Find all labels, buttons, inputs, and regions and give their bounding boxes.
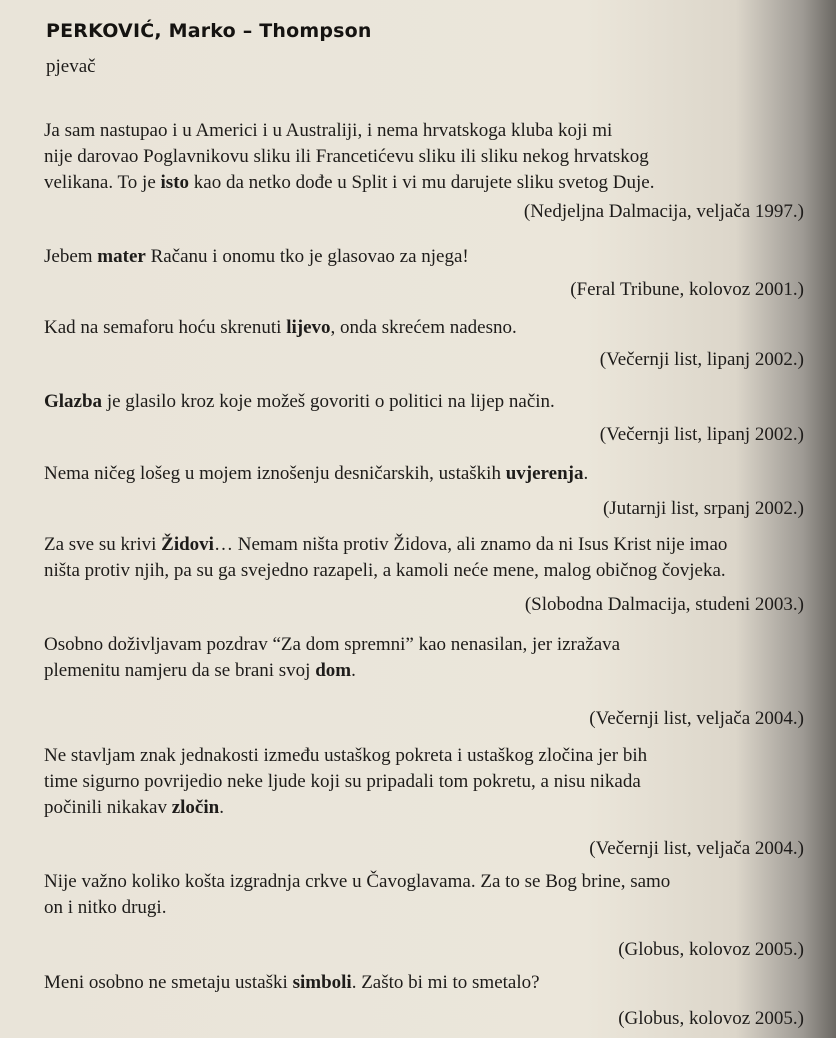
quote-text (44, 869, 794, 921)
quote-source: (Večernji list, veljača 2004.) (589, 708, 804, 729)
quote-emphasis: lijevo (286, 317, 331, 338)
quote-emphasis: zločin (171, 797, 220, 818)
quote-emphasis: isto (160, 172, 190, 193)
quote-text (44, 743, 794, 821)
quote-part: . (351, 660, 356, 681)
quote-source: (Feral Tribune, kolovoz 2001.) (570, 279, 804, 300)
quote-part: … Nemam ništa protiv Židova, ali znamo da ni Isus Krist nije imao ništa protiv njih, pa su ga svejedno razapeli, a kamoli neće mene, malog običnog čovjeka. (44, 534, 728, 581)
quote-part: Jebem (44, 246, 98, 267)
quote-source: (Večernji list, veljača 2004.) (589, 838, 804, 859)
quote-text (44, 532, 794, 584)
quote-part: Kad na semaforu hoću skrenuti (44, 317, 287, 338)
quote-source: (Globus, kolovoz 2005.) (618, 939, 804, 960)
quote-text (44, 118, 794, 196)
quote-part: Nema ničeg lošeg u mojem iznošenju desničarskih, ustaških (44, 463, 506, 484)
quote-part: Ne stavljam znak jednakosti između ustaškog pokreta i ustaškog zločina jer bih time sigurno povrijedio neke ljude koji su pripadali tom pokretu, a nisu nikada počinili nikakav (44, 745, 648, 818)
quote-emphasis: uvjerenja (505, 463, 584, 484)
entry-given-name: , Marko – Thompson (154, 20, 372, 42)
entry-occupation: pjevač (46, 56, 96, 77)
quote-part: Nije važno koliko košta izgradnja crkve u Čavoglavama. Za to se Bog brine, samo on i nitko drugi. (44, 871, 671, 918)
quote-source: (Slobodna Dalmacija, studeni 2003.) (524, 594, 804, 615)
quote-emphasis: dom (315, 660, 352, 681)
quote-emphasis: mater (97, 246, 146, 267)
quote-text (44, 315, 794, 341)
quote-source: (Globus, kolovoz 2005.) (618, 1008, 804, 1029)
quote-part: kao da netko dođe u Split i vi mu darujete sliku svetog Duje. (189, 172, 655, 193)
quote-text (44, 244, 794, 270)
quote-text (44, 970, 794, 996)
quote-part: , onda skrećem nadesno. (330, 317, 517, 338)
quote-part: . (583, 463, 589, 484)
quote-part: Ja sam nastupao i u Americi i u Australiji, i nema hrvatskoga kluba koji mi nije darovao Poglavnikovu sliku ili Francetićevu sliku ili sliku nekog hrvatskog velikana. To je (44, 120, 649, 193)
quote-part: Meni osobno ne smetaju ustaški (44, 972, 293, 993)
quote-part: Osobno doživljavam pozdrav “Za dom spremni” kao nenasilan, jer izražava plemenitu namjeru da se brani svoj (44, 634, 621, 681)
quote-text (44, 389, 794, 415)
entry-heading (46, 20, 372, 42)
quote-emphasis: Židovi (161, 534, 214, 555)
quote-part: Račanu i onomu tko je glasovao za njega! (145, 246, 469, 267)
quote-text (44, 632, 794, 684)
quote-emphasis: Glazba (44, 391, 103, 412)
quote-emphasis: simboli (292, 972, 352, 993)
quote-text (44, 461, 794, 487)
quote-part: . Zašto bi mi to smetalo? (351, 972, 540, 993)
quote-source: (Jutarnji list, srpanj 2002.) (602, 498, 804, 519)
quote-part: Za sve su krivi (44, 534, 162, 555)
quote-part: je glasilo kroz koje možeš govoriti o politici na lijep način. (102, 391, 555, 412)
quote-source: (Večernji list, lipanj 2002.) (599, 424, 804, 445)
quote-part: . (219, 797, 224, 818)
quote-source: (Večernji list, lipanj 2002.) (599, 349, 804, 370)
entry-surname: PERKOVIĆ (46, 20, 155, 42)
quote-source: (Nedjeljna Dalmacija, veljača 1997.) (523, 201, 804, 222)
